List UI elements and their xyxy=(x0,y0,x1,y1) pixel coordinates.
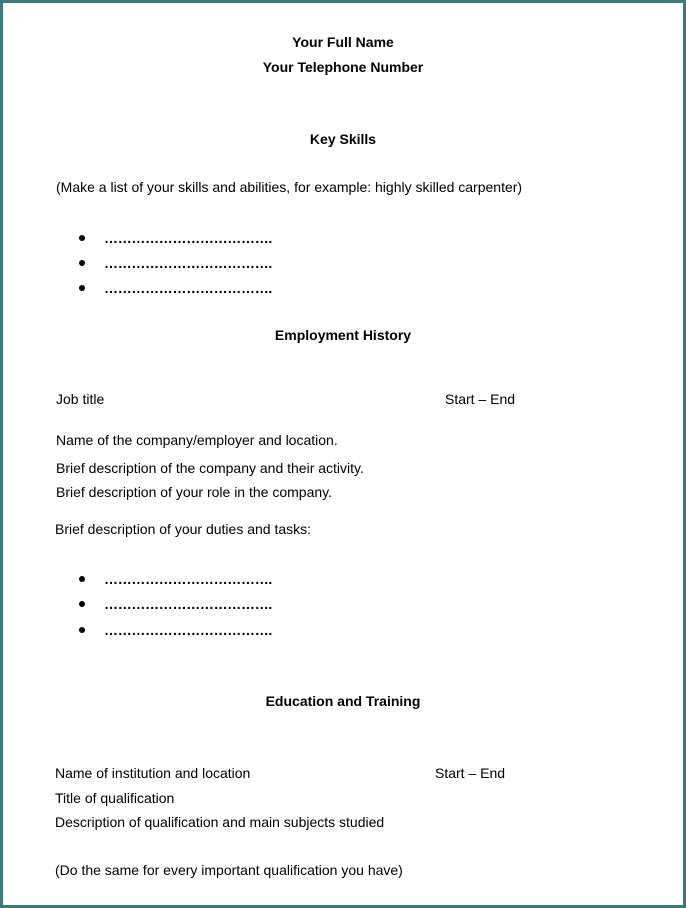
bullet-placeholder: ………………………………. xyxy=(104,596,272,612)
job-title-label: Job title xyxy=(56,391,105,407)
bullet-icon xyxy=(79,601,85,607)
qualification-note: (Do the same for every important qualification you have) xyxy=(55,862,403,878)
employment-dates: Start – End xyxy=(445,391,516,407)
qualification-description-line: Description of qualification and main subjects studied xyxy=(55,814,385,830)
bullet-placeholder: ………………………………. xyxy=(104,255,272,271)
institution-line: Name of institution and location xyxy=(55,765,251,781)
employment-history-heading: Employment History xyxy=(274,327,412,343)
bullet-icon xyxy=(79,627,85,633)
qualification-title-line: Title of qualification xyxy=(55,790,175,806)
bullet-placeholder: ………………………………. xyxy=(104,280,272,296)
company-description-line: Brief description of the company and their activity. xyxy=(56,460,364,476)
key-skills-heading: Key Skills xyxy=(309,131,377,147)
key-skills-instruction: (Make a list of your skills and abilities, for example: highly skilled carpenter) xyxy=(56,179,523,195)
education-training-heading: Education and Training xyxy=(265,693,421,709)
telephone-heading: Your Telephone Number xyxy=(262,59,424,75)
company-name-line: Name of the company/employer and location. xyxy=(56,432,338,448)
bullet-placeholder: ………………………………. xyxy=(104,571,272,587)
role-description-line: Brief description of your role in the company. xyxy=(56,484,332,500)
bullet-icon xyxy=(79,576,85,582)
bullet-icon xyxy=(79,235,85,241)
duties-description-line: Brief description of your duties and tasks: xyxy=(55,521,312,537)
bullet-placeholder: ………………………………. xyxy=(104,230,272,246)
bullet-placeholder: ………………………………. xyxy=(104,622,272,638)
bullet-icon xyxy=(79,285,85,291)
education-dates: Start – End xyxy=(435,765,506,781)
full-name-heading: Your Full Name xyxy=(292,34,394,50)
bullet-icon xyxy=(79,260,85,266)
